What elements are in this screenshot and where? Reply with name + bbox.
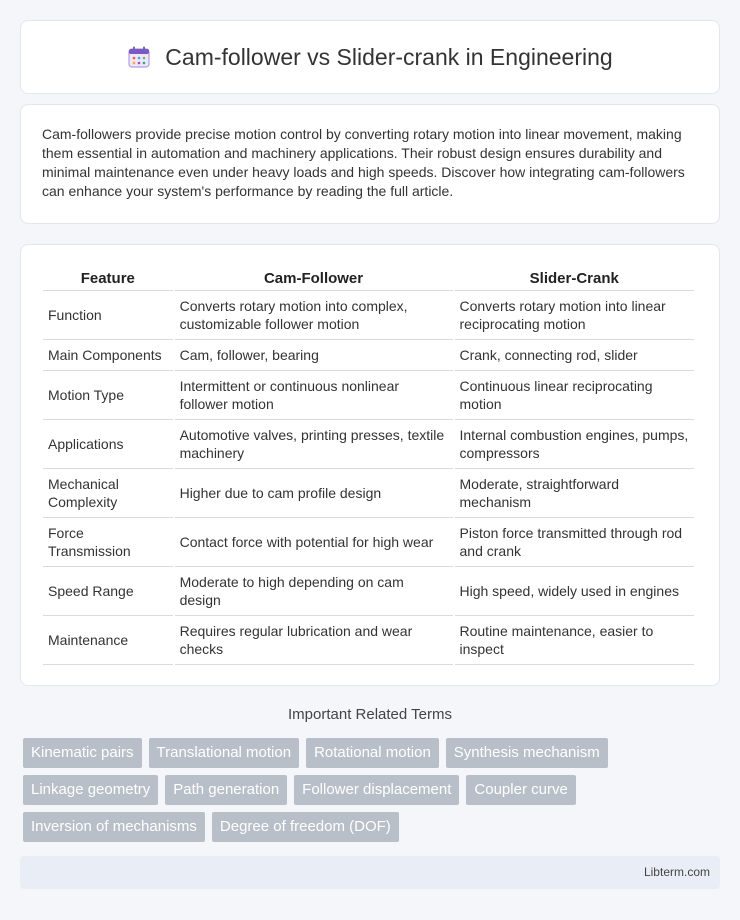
slider-crank-cell: Crank, connecting rod, slider xyxy=(455,340,695,371)
comparison-table xyxy=(41,265,696,665)
cam-follower-cell: Contact force with potential for high wear xyxy=(175,518,453,567)
slider-crank-cell: Piston force transmitted through rod and crank xyxy=(455,518,695,567)
cam-follower-cell: Automotive valves, printing presses, textile machinery xyxy=(175,420,453,469)
slider-crank-cell: Converts rotary motion into linear reciprocating motion xyxy=(455,291,695,340)
feature-cell: Force Transmission xyxy=(43,518,173,567)
cam-follower-cell: Intermittent or continuous nonlinear follower motion xyxy=(175,371,453,420)
cam-follower-cell: Moderate to high depending on cam design xyxy=(175,567,453,616)
tag-coupler-curve[interactable]: Coupler curve xyxy=(466,775,575,805)
footer-site-link[interactable]: Libterm.com xyxy=(643,865,710,879)
tag-follower-displacement[interactable]: Follower displacement xyxy=(294,775,459,805)
tag-rotational-motion[interactable]: Rotational motion xyxy=(306,738,439,768)
slider-crank-cell: Routine maintenance, easier to inspect xyxy=(455,616,695,665)
table-row xyxy=(43,616,694,665)
cam-follower-cell: Converts rotary motion into complex, customizable follower motion xyxy=(175,291,453,340)
table-row xyxy=(43,518,694,567)
table-header-row xyxy=(43,265,694,291)
feature-cell: Main Components xyxy=(43,340,173,371)
page-title: Cam-follower vs Slider-crank in Engineering xyxy=(165,43,613,70)
comparison-table-card xyxy=(20,244,720,686)
header-cam-follower: Cam-Follower xyxy=(175,265,453,291)
feature-cell: Speed Range xyxy=(43,567,173,616)
cam-follower-cell: Requires regular lubrication and wear checks xyxy=(175,616,453,665)
cam-follower-cell: Cam, follower, bearing xyxy=(175,340,453,371)
tag-synthesis-mechanism[interactable]: Synthesis mechanism xyxy=(446,738,608,768)
tag-translational-motion[interactable]: Translational motion xyxy=(149,738,300,768)
slider-crank-cell: Moderate, straightforward mechanism xyxy=(455,469,695,518)
feature-cell: Applications xyxy=(43,420,173,469)
related-terms-title: Important Related Terms xyxy=(288,706,452,723)
table-row xyxy=(43,291,694,340)
related-terms-tags xyxy=(23,738,723,842)
table-row xyxy=(43,340,694,371)
calendar-icon xyxy=(127,45,151,69)
header-feature: Feature xyxy=(43,265,173,291)
slider-crank-cell: Continuous linear reciprocating motion xyxy=(455,371,695,420)
header-slider-crank: Slider-Crank xyxy=(455,265,695,291)
cam-follower-cell: Higher due to cam profile design xyxy=(175,469,453,518)
table-row xyxy=(43,420,694,469)
slider-crank-cell: High speed, widely used in engines xyxy=(455,567,695,616)
table-row xyxy=(43,371,694,420)
feature-cell: Motion Type xyxy=(43,371,173,420)
slider-crank-cell: Internal combustion engines, pumps, compressors xyxy=(455,420,695,469)
feature-cell: Mechanical Complexity xyxy=(43,469,173,518)
table-row xyxy=(43,567,694,616)
tag-linkage-geometry[interactable]: Linkage geometry xyxy=(23,775,158,805)
tag-degree-of-freedom[interactable]: Degree of freedom (DOF) xyxy=(212,812,399,842)
tag-kinematic-pairs[interactable]: Kinematic pairs xyxy=(23,738,142,768)
tag-inversion-of-mechanisms[interactable]: Inversion of mechanisms xyxy=(23,812,205,842)
feature-cell: Maintenance xyxy=(43,616,173,665)
title-card xyxy=(20,20,720,94)
tag-path-generation[interactable]: Path generation xyxy=(165,775,287,805)
footer xyxy=(20,856,720,889)
table-row xyxy=(43,469,694,518)
intro-card xyxy=(20,104,720,224)
intro-text: Cam-followers provide precise motion control by converting rotary motion into linear movement, making them essential in automation and machinery applications. Their robust design ensures durability and minimal maintenance even under heavy loads and high speeds. Discover how integrating cam-followers can enhance your system's performance by reading the full article. xyxy=(42,126,685,199)
feature-cell: Function xyxy=(43,291,173,340)
